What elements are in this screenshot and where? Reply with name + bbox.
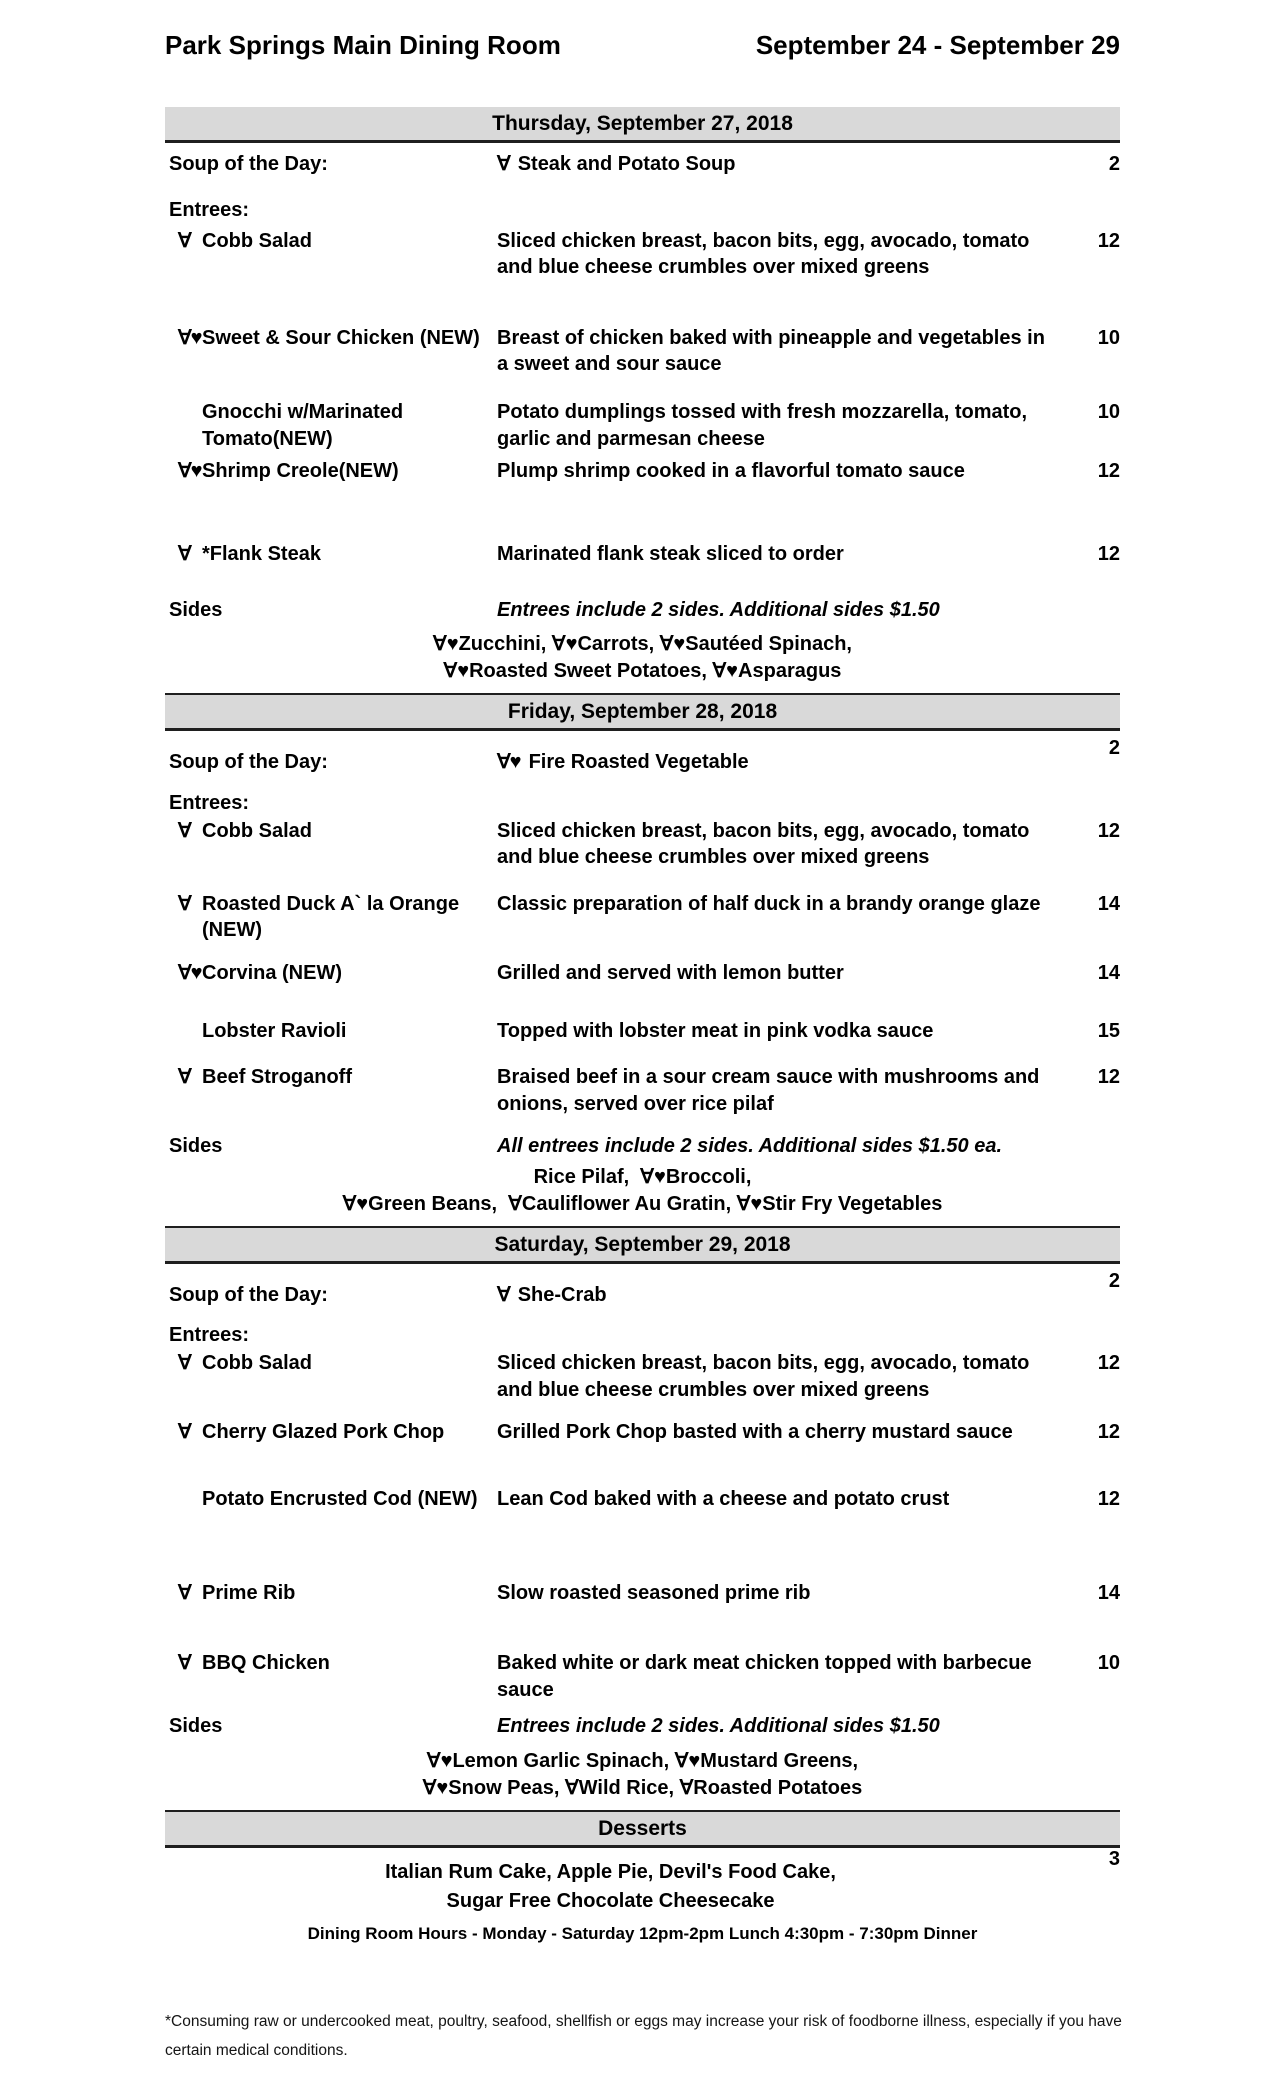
dietary-icon: ∀ [178,1652,191,1675]
entrees-label-row [165,790,1120,816]
sides-label: Sides [169,1135,223,1158]
soup-name: ∀ She-Crab [497,1283,607,1306]
menu-item-description: Marinated flank steak sliced to order [497,542,844,565]
soup-price: 2 [1108,1269,1120,1292]
menu-item-price: 10 [1097,326,1120,349]
menu-item-description: Sliced chicken breast, bacon bits, egg, avocado, tomato and blue cheese crumbles over mixed greens [497,820,1030,869]
dietary-icon: ∀ [497,1283,510,1306]
menu-item-description: Lean Cod baked with a cheese and potato crust [497,1487,950,1510]
menu-item-name: Lobster Ravioli [202,1020,347,1043]
day-section-friday [165,693,1120,1217]
soup-label: Soup of the Day: [169,153,328,175]
menu-item-description: Braised beef in a sour cream sauce with mushrooms and onions, served over rice pilaf [497,1066,1040,1115]
desserts-section [165,1810,1120,1944]
entrees-label-row [165,1322,1120,1348]
section-header-bar: Friday, September 28, 2018 [165,693,1120,731]
dietary-icon: ∀ [178,229,191,252]
dessert-list [165,1848,1056,1916]
soup-name: ∀ Steak and Potato Soup [497,153,736,175]
soup-price: 2 [1108,153,1120,175]
sides-list-line: ∀♥Roasted Sweet Potatoes, ∀♥Asparagus [443,660,842,683]
dietary-icon: ∀ [178,542,191,565]
date-range: September 24 - September 29 [755,30,1120,60]
menu-item-description: Plump shrimp cooked in a flavorful tomato sauce [497,460,965,483]
entree-row [165,458,1120,484]
entree-row [165,325,1120,378]
sides-note: Entrees include 2 sides. Additional sides $1.50 [497,598,940,621]
dietary-icon: ∀ [178,820,191,843]
entrees-label: Entrees: [169,199,250,222]
menu-item-price: 14 [1097,961,1120,984]
dietary-icon: ∀♥ [178,961,202,984]
menu-item-price: 12 [1097,1421,1120,1444]
menu-item-name: Prime Rib [202,1581,296,1604]
dining-room-hours: Dining Room Hours - Monday - Saturday 12pm-2pm Lunch 4:30pm - 7:30pm Dinner [307,1923,978,1943]
entree-row [165,891,1120,944]
menu-item-price: 15 [1097,1020,1120,1043]
sides-row [165,1133,1120,1159]
soup-label: Soup of the Day: [169,751,328,774]
page-header [165,30,1120,61]
menu-item-name: Beef Stroganoff [202,1066,352,1089]
menu-item-price: 12 [1097,460,1120,483]
menu-item-description: Breast of chicken baked with pineapple and vegetables in a sweet and sour sauce [497,326,1045,375]
soup-label: Soup of the Day: [169,1283,328,1306]
dietary-icon: ∀ [178,1352,191,1375]
soup-name: ∀♥ Fire Roasted Vegetable [497,751,749,774]
entree-row [165,1580,1120,1606]
menu-item-description: Sliced chicken breast, bacon bits, egg, avocado, tomato and blue cheese crumbles over mixed greens [497,1352,1030,1401]
entree-row [165,1350,1120,1403]
entrees-label-row [165,197,1120,223]
entree-row [165,960,1120,986]
soup-price: 2 [1108,737,1120,760]
sides-note: Entrees include 2 sides. Additional sides $1.50 [497,1715,940,1738]
menu-item-price: 12 [1097,229,1120,252]
menu-item-price: 12 [1097,1352,1120,1375]
menu-item-name: Cobb Salad [202,1352,313,1375]
page-title: Park Springs Main Dining Room [165,30,561,60]
entree-row [165,541,1120,567]
menu-item-price: 14 [1097,892,1120,915]
menu-item-description: Grilled and served with lemon butter [497,961,844,984]
dietary-icon: ∀ [178,892,191,915]
dietary-icon: ∀♥ [178,460,202,483]
menu-item-price: 12 [1097,1487,1120,1510]
entree-row [165,818,1120,871]
section-header-bar: Saturday, September 29, 2018 [165,1226,1120,1264]
menu-item-name: Roasted Duck A` la Orange (NEW) [202,892,460,942]
menu-item-name: Shrimp Creole(NEW) [202,460,399,483]
entree-row [165,399,1120,452]
menu-item-description: Potato dumplings tossed with fresh mozzarella, tomato, garlic and parmesan cheese [497,401,1028,450]
menu-item-description: Sliced chicken breast, bacon bits, egg, avocado, tomato and blue cheese crumbles over mixed greens [497,229,1030,279]
dietary-icon: ∀ [178,1581,191,1604]
menu-item-price: 12 [1097,542,1120,565]
menu-item-description: Classic preparation of half duck in a brandy orange glaze [497,892,1041,915]
menu-item-price: 12 [1097,820,1120,843]
dietary-icon: ∀♥ [497,751,521,774]
sides-note: All entrees include 2 sides. Additional sides $1.50 ea. [497,1135,1003,1158]
menu-item-description: Topped with lobster meat in pink vodka sauce [497,1020,934,1043]
dessert-line: Sugar Free Chocolate Cheesecake [446,1889,775,1912]
menu-item-description: Baked white or dark meat chicken topped with barbecue sauce [497,1652,1032,1701]
menu-item-price: 10 [1097,1652,1120,1675]
sides-label: Sides [169,598,223,621]
menu-item-description: Slow roasted seasoned prime rib [497,1581,811,1604]
entrees-label: Entrees: [169,791,250,814]
entree-row [165,1018,1120,1044]
dessert-line: Italian Rum Cake, Apple Pie, Devil's Food Cake, [385,1860,836,1883]
soup-row [165,735,1120,775]
soup-row [165,1268,1120,1308]
sides-row [165,597,1120,623]
entree-row [165,228,1120,281]
entrees-label: Entrees: [169,1323,250,1346]
menu-item-name: Cobb Salad [202,229,313,252]
menu-item-name: Cherry Glazed Pork Chop [202,1421,445,1444]
entree-row [165,1064,1120,1117]
dessert-price: 3 [1108,1847,1120,1870]
sides-label: Sides [169,1715,223,1738]
dietary-icon: ∀ [178,1066,191,1089]
dietary-icon: ∀ [178,1421,191,1444]
sides-row [165,1713,1120,1739]
menu-item-price: 14 [1097,1581,1120,1604]
menu-item-name: Corvina (NEW) [202,961,342,984]
menu-table [165,107,1120,1944]
sides-list-line: ∀♥Snow Peas, ∀Wild Rice, ∀Roasted Potatoes [422,1776,863,1799]
day-section-saturday [165,1226,1120,1802]
dietary-icon: ∀♥ [178,326,202,349]
menu-item-name: Gnocchi w/Marinated Tomato(NEW) [202,401,404,450]
section-header-bar: Desserts [165,1810,1120,1848]
menu-item-name: Sweet & Sour Chicken (NEW) [202,326,480,349]
menu-item-price: 10 [1097,401,1120,424]
entree-row [165,1650,1120,1703]
sides-list-line: ∀♥Zucchini, ∀♥Carrots, ∀♥Sautéed Spinach, [433,633,852,656]
menu-item-description: Grilled Pork Chop basted with a cherry mustard sauce [497,1421,1013,1444]
entree-row [165,1419,1120,1445]
menu-item-name: Potato Encrusted Cod (NEW) [202,1487,478,1510]
section-header-bar: Thursday, September 27, 2018 [165,107,1120,143]
day-section-thursday [165,107,1120,685]
sides-list-line: ∀♥Green Beans, ∀Cauliflower Au Gratin, ∀♥Stir Fry Vegetables [342,1192,943,1215]
footnote-disclaimer: *Consuming raw or undercooked meat, poultry, seafood, shellfish or eggs may increase your risk of foodborne illness, especially if you have certain medical conditions. [165,2013,1122,2059]
menu-item-name: BBQ Chicken [202,1652,330,1675]
menu-item-price: 12 [1097,1066,1120,1089]
sides-list-line: Rice Pilaf, ∀♥Broccoli, [533,1165,752,1188]
menu-item-name: *Flank Steak [202,542,321,565]
dessert-row [165,1848,1120,1916]
sides-list-line: ∀♥Lemon Garlic Spinach, ∀♥Mustard Greens, [426,1749,859,1772]
soup-row [165,151,1120,177]
dietary-icon: ∀ [497,153,510,175]
entree-row [165,1486,1120,1512]
menu-item-name: Cobb Salad [202,820,313,843]
